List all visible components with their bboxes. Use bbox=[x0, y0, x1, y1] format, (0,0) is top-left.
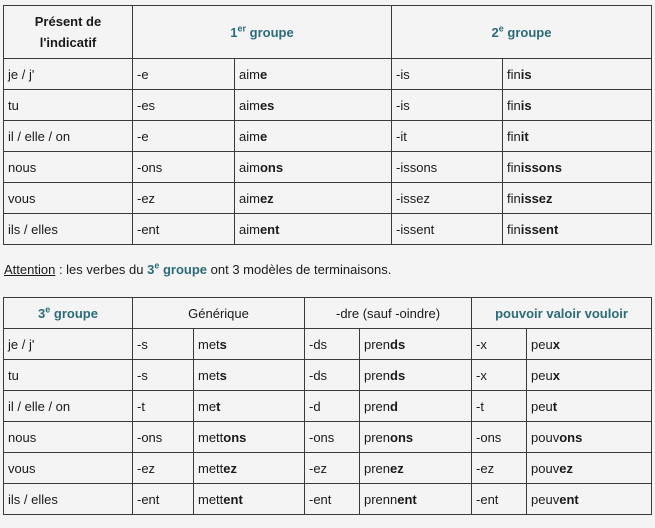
pouvoir-verb-cell bbox=[527, 453, 652, 484]
header-group-3 bbox=[4, 298, 133, 329]
group-2-verb-cell bbox=[503, 214, 652, 245]
generique-verb-cell-ending: ez bbox=[223, 460, 238, 476]
header-pouvoir-valoir-vouloir: pouvoir valoir vouloir bbox=[472, 298, 652, 329]
pouvoir-verb-cell-stem: peu bbox=[531, 398, 553, 414]
group-1-verb-cell-ending: ent bbox=[259, 221, 280, 237]
group-1-verb-cell bbox=[235, 90, 392, 121]
group-2-verb-cell-stem: fin bbox=[507, 66, 521, 82]
table-row bbox=[4, 59, 652, 90]
dre-verb-cell bbox=[360, 484, 472, 515]
table-row bbox=[4, 121, 652, 152]
conjugation-table-groups-1-2 bbox=[3, 5, 652, 245]
group-2-verb-cell bbox=[503, 152, 652, 183]
pronoun-cell: nous bbox=[4, 422, 133, 453]
generique-verb-cell bbox=[194, 453, 305, 484]
header-present-line1: Présent de bbox=[34, 14, 102, 29]
dre-verb-cell-stem: pren bbox=[364, 429, 391, 445]
group-3-label: groupe bbox=[53, 305, 98, 321]
group-2-ending-cell: -issez bbox=[392, 183, 503, 214]
group-2-verb-cell-ending: issons bbox=[520, 159, 562, 175]
group-1-verb-cell-stem: aim bbox=[239, 128, 260, 144]
group-2-verb-cell bbox=[503, 59, 652, 90]
pouvoir-ending-cell: -ent bbox=[472, 484, 527, 515]
pronoun-cell: ils / elles bbox=[4, 214, 133, 245]
pronoun-cell: il / elle / on bbox=[4, 391, 133, 422]
group-2-verb-cell-ending: is bbox=[520, 97, 532, 113]
pouvoir-ending-cell: -ez bbox=[472, 453, 527, 484]
table-row bbox=[4, 453, 652, 484]
dre-verb-cell bbox=[360, 360, 472, 391]
group-2-label: groupe bbox=[507, 24, 552, 40]
group-2-number: 2 bbox=[491, 24, 499, 40]
dre-ending-cell: -d bbox=[305, 391, 360, 422]
group-2-ending-cell: -it bbox=[392, 121, 503, 152]
group-1-ending-cell: -es bbox=[133, 90, 235, 121]
generique-verb-cell-stem: met bbox=[198, 367, 220, 383]
dre-verb-cell-stem: pren bbox=[364, 398, 391, 414]
pouvoir-verb-cell-ending: ent bbox=[559, 491, 579, 507]
group-1-verb-cell-ending: e bbox=[259, 66, 268, 82]
dre-verb-cell-ending: d bbox=[390, 398, 398, 414]
dre-verb-cell-ending: ent bbox=[397, 491, 417, 507]
generique-ending-cell: -ons bbox=[133, 422, 194, 453]
group-2-verb-cell-stem: fin bbox=[507, 97, 521, 113]
group-1-verb-cell-ending: ons bbox=[259, 159, 284, 175]
dre-verb-cell-stem: pren bbox=[364, 336, 391, 352]
group-2-verb-cell-ending: it bbox=[520, 128, 529, 144]
table-row bbox=[4, 329, 652, 360]
group-1-verb-cell bbox=[235, 152, 392, 183]
dre-verb-cell bbox=[360, 422, 472, 453]
group-1-verb-cell-ending: ez bbox=[259, 190, 274, 206]
group-2-ending-cell: -issent bbox=[392, 214, 503, 245]
generique-verb-cell-stem: mett bbox=[198, 460, 224, 476]
attention-note bbox=[4, 262, 391, 277]
generique-ending-cell: -s bbox=[133, 329, 194, 360]
group-2-verb-cell bbox=[503, 183, 652, 214]
group-2-verb-cell-stem: fin bbox=[507, 190, 521, 206]
pouvoir-verb-cell-stem: peu bbox=[531, 336, 553, 352]
pronoun-cell: je / j' bbox=[4, 59, 133, 90]
pouvoir-verb-cell-stem: peu bbox=[531, 367, 553, 383]
pronoun-cell: vous bbox=[4, 183, 133, 214]
dre-ending-cell: -ds bbox=[305, 360, 360, 391]
pouvoir-ending-cell: -ons bbox=[472, 422, 527, 453]
pronoun-cell: tu bbox=[4, 360, 133, 391]
pronoun-cell: vous bbox=[4, 453, 133, 484]
group-2-ending-cell: -issons bbox=[392, 152, 503, 183]
group-1-verb-cell bbox=[235, 59, 392, 90]
pouvoir-verb-cell-stem: pouv bbox=[531, 429, 560, 445]
generique-verb-cell-ending: t bbox=[216, 398, 221, 414]
table-row bbox=[4, 360, 652, 391]
table-row bbox=[4, 422, 652, 453]
header-group-1 bbox=[133, 6, 392, 59]
dre-verb-cell-stem: pren bbox=[364, 367, 391, 383]
table-header-row bbox=[4, 6, 652, 59]
generique-verb-cell bbox=[194, 422, 305, 453]
pouvoir-ending-cell: -x bbox=[472, 360, 527, 391]
generique-verb-cell-ending: s bbox=[219, 336, 227, 352]
attention-group-number: 3 bbox=[147, 262, 155, 277]
pouvoir-verb-cell-ending: t bbox=[552, 398, 558, 414]
dre-verb-cell bbox=[360, 391, 472, 422]
generique-ending-cell: -ent bbox=[133, 484, 194, 515]
group-1-ending-cell: -ez bbox=[133, 183, 235, 214]
attention-group-label: groupe bbox=[162, 262, 208, 277]
generique-verb-cell-stem: mett bbox=[198, 491, 224, 507]
group-3-sup: e bbox=[45, 304, 51, 315]
group-2-verb-cell-ending: issez bbox=[520, 190, 553, 206]
pronoun-cell: je / j' bbox=[4, 329, 133, 360]
header-dre: -dre (sauf -oindre) bbox=[305, 298, 472, 329]
group-3-number: 3 bbox=[38, 305, 46, 321]
dre-ending-cell: -ds bbox=[305, 329, 360, 360]
group-2-verb-cell-ending: is bbox=[520, 66, 532, 82]
group-2-ending-cell: -is bbox=[392, 59, 503, 90]
generique-verb-cell bbox=[194, 391, 305, 422]
generique-verb-cell bbox=[194, 484, 305, 515]
table-row bbox=[4, 152, 652, 183]
pouvoir-verb-cell bbox=[527, 360, 652, 391]
generique-verb-cell-ending: s bbox=[219, 367, 227, 383]
dre-ending-cell: -ez bbox=[305, 453, 360, 484]
group-1-verb-cell-stem: aim bbox=[239, 159, 260, 175]
pouvoir-ending-cell: -t bbox=[472, 391, 527, 422]
pouvoir-verb-cell-stem: pouv bbox=[531, 460, 560, 476]
dre-verb-cell-ending: ez bbox=[390, 460, 404, 476]
dre-ending-cell: -ons bbox=[305, 422, 360, 453]
pronoun-cell: il / elle / on bbox=[4, 121, 133, 152]
group-1-verb-cell-stem: aim bbox=[239, 221, 260, 237]
dre-verb-cell bbox=[360, 453, 472, 484]
header-group-2 bbox=[392, 6, 652, 59]
pronoun-cell: nous bbox=[4, 152, 133, 183]
header-present-indicatif bbox=[4, 6, 133, 59]
pouvoir-verb-cell-stem: peuv bbox=[531, 491, 560, 507]
group-1-ending-cell: -e bbox=[133, 59, 235, 90]
attention-group-sup: e bbox=[154, 260, 160, 271]
group-1-verb-cell-stem: aim bbox=[239, 66, 260, 82]
attention-text-before: : les verbes du bbox=[55, 262, 148, 277]
pouvoir-ending-cell: -x bbox=[472, 329, 527, 360]
group-1-verb-cell bbox=[235, 183, 392, 214]
attention-group bbox=[147, 262, 207, 277]
dre-verb-cell-stem: prenn bbox=[364, 491, 398, 507]
attention-word: Attention bbox=[4, 262, 56, 277]
group-1-sup: er bbox=[237, 23, 247, 34]
conjugation-table-group-3 bbox=[3, 297, 652, 515]
attention-text-after: ont 3 modèles de terminaisons. bbox=[207, 262, 392, 277]
pouvoir-verb-cell-ending: ons bbox=[559, 429, 583, 445]
generique-verb-cell-ending: ent bbox=[223, 491, 243, 507]
group-1-verb-cell-ending: es bbox=[259, 97, 275, 113]
dre-verb-cell-ending: ds bbox=[390, 336, 406, 352]
group-2-verb-cell-stem: fin bbox=[507, 159, 521, 175]
dre-verb-cell bbox=[360, 329, 472, 360]
group-1-verb-cell-stem: aim bbox=[239, 190, 260, 206]
dre-verb-cell-ending: ons bbox=[390, 429, 414, 445]
pouvoir-verb-cell-ending: x bbox=[552, 367, 560, 383]
group-2-verb-cell-stem: fin bbox=[507, 221, 521, 237]
table-row bbox=[4, 183, 652, 214]
group-1-verb-cell bbox=[235, 121, 392, 152]
generique-verb-cell-stem: me bbox=[198, 398, 217, 414]
header-present-line2: l'indicatif bbox=[39, 35, 97, 50]
group-1-verb-cell-stem: aim bbox=[239, 97, 260, 113]
pouvoir-verb-cell bbox=[527, 422, 652, 453]
table-row bbox=[4, 391, 652, 422]
generique-verb-cell bbox=[194, 329, 305, 360]
dre-ending-cell: -ent bbox=[305, 484, 360, 515]
group-2-sup: e bbox=[498, 23, 504, 34]
generique-verb-cell-stem: met bbox=[198, 336, 220, 352]
group-1-ending-cell: -ons bbox=[133, 152, 235, 183]
group-1-verb-cell bbox=[235, 214, 392, 245]
generique-verb-cell bbox=[194, 360, 305, 391]
pronoun-cell: tu bbox=[4, 90, 133, 121]
group-2-ending-cell: -is bbox=[392, 90, 503, 121]
group-1-label: groupe bbox=[249, 24, 294, 40]
pouvoir-verb-cell bbox=[527, 391, 652, 422]
generique-ending-cell: -s bbox=[133, 360, 194, 391]
group-1-number: 1 bbox=[230, 24, 238, 40]
generique-ending-cell: -t bbox=[133, 391, 194, 422]
group-1-ending-cell: -ent bbox=[133, 214, 235, 245]
table-row bbox=[4, 90, 652, 121]
table-header-row bbox=[4, 298, 652, 329]
group-1-verb-cell-ending: e bbox=[259, 128, 268, 144]
pouvoir-verb-cell bbox=[527, 329, 652, 360]
pouvoir-verb-cell-ending: ez bbox=[559, 460, 573, 476]
pronoun-cell: ils / elles bbox=[4, 484, 133, 515]
group-2-verb-cell-stem: fin bbox=[507, 128, 521, 144]
dre-verb-cell-ending: ds bbox=[390, 367, 406, 383]
group-2-verb-cell bbox=[503, 90, 652, 121]
pouvoir-verb-cell bbox=[527, 484, 652, 515]
group-2-verb-cell-ending: issent bbox=[520, 221, 559, 237]
table-row bbox=[4, 484, 652, 515]
generique-verb-cell-ending: ons bbox=[223, 429, 247, 445]
generique-verb-cell-stem: mett bbox=[198, 429, 224, 445]
group-2-verb-cell bbox=[503, 121, 652, 152]
table-row bbox=[4, 214, 652, 245]
dre-verb-cell-stem: pren bbox=[364, 460, 391, 476]
group-1-ending-cell: -e bbox=[133, 121, 235, 152]
generique-ending-cell: -ez bbox=[133, 453, 194, 484]
pouvoir-verb-cell-ending: x bbox=[552, 336, 560, 352]
header-generique: Générique bbox=[133, 298, 305, 329]
